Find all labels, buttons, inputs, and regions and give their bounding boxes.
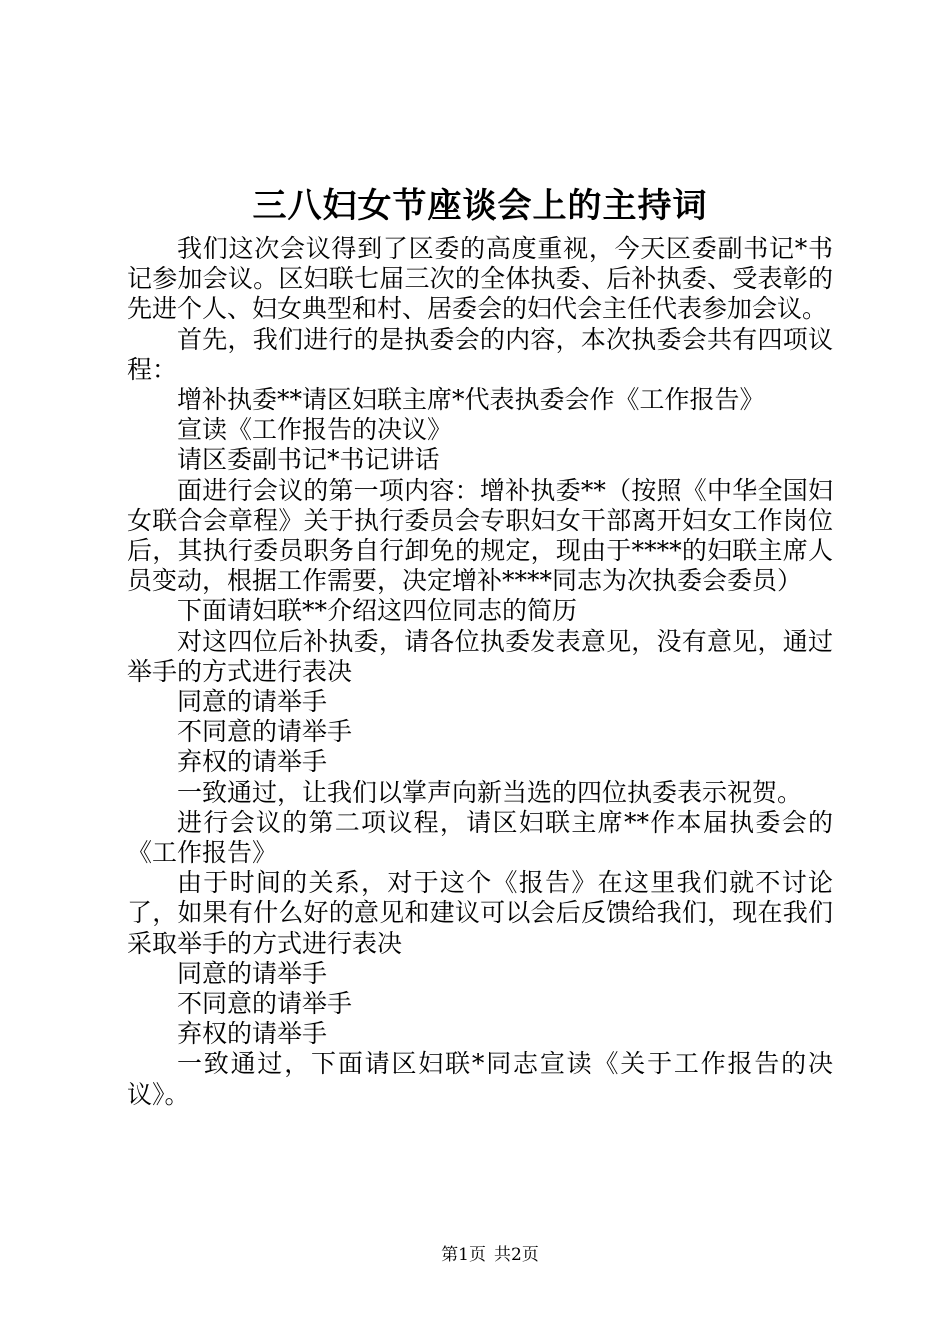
page-total: 共2页 xyxy=(494,1245,539,1265)
paragraph: 对这四位后补执委，请各位执委发表意见，没有意见，通过举手的方式进行表决 xyxy=(127,626,833,686)
paragraph: 面进行会议的第一项内容：增补执委**（按照《中华全国妇女联合会章程》关于执行委员会专职妇女干部离开妇女工作岗位后，其执行委员职务自行卸免的规定，现由于****的妇联主席人员变动，根据工作需要，决定增补****同志为次执委会委员） xyxy=(127,475,833,596)
paragraph: 我们这次会议得到了区委的高度重视，今天区委副书记*书记参加会议。区妇联七届三次的全体执委、后补执委、受表彰的先进个人、妇女典型和村、居委会的妇代会主任代表参加会议。 xyxy=(127,234,833,324)
paragraph: 进行会议的第二项议程，请区妇联主席**作本届执委会的《工作报告》 xyxy=(127,807,833,868)
vote-line: 弃权的请举手 xyxy=(177,1019,328,1049)
agenda-item: 增补执委**请区妇联主席*代表执委会作《工作报告》 xyxy=(177,385,765,415)
paragraph: 一致通过，让我们以掌声向新当选的四位执委表示祝贺。 xyxy=(177,777,803,807)
paragraph: 一致通过，下面请区妇联*同志宣读《关于工作报告的决议》。 xyxy=(127,1049,833,1109)
agenda-item: 请区委副书记*书记讲话 xyxy=(177,445,440,475)
vote-line: 弃权的请举手 xyxy=(177,747,328,777)
agenda-item: 宣读《工作报告的决议》 xyxy=(177,415,453,445)
page-number: 第1页 xyxy=(441,1245,486,1265)
document-title: 三八妇女节座谈会上的主持词 xyxy=(252,186,708,226)
paragraph: 下面请妇联**介绍这四位同志的简历 xyxy=(177,596,578,626)
vote-line: 不同意的请举手 xyxy=(177,989,353,1019)
vote-line: 同意的请举手 xyxy=(177,687,328,717)
vote-line: 不同意的请举手 xyxy=(177,717,353,747)
page-footer xyxy=(0,1244,950,1266)
document-body xyxy=(127,234,833,1110)
paragraph: 由于时间的关系，对于这个《报告》在这里我们就不讨论了，如果有什么好的意见和建议可以会后反馈给我们，现在我们采取举手的方式进行表决 xyxy=(127,868,833,958)
paragraph: 首先，我们进行的是执委会的内容，本次执委会共有四项议程： xyxy=(127,324,833,384)
vote-line: 同意的请举手 xyxy=(177,958,328,988)
